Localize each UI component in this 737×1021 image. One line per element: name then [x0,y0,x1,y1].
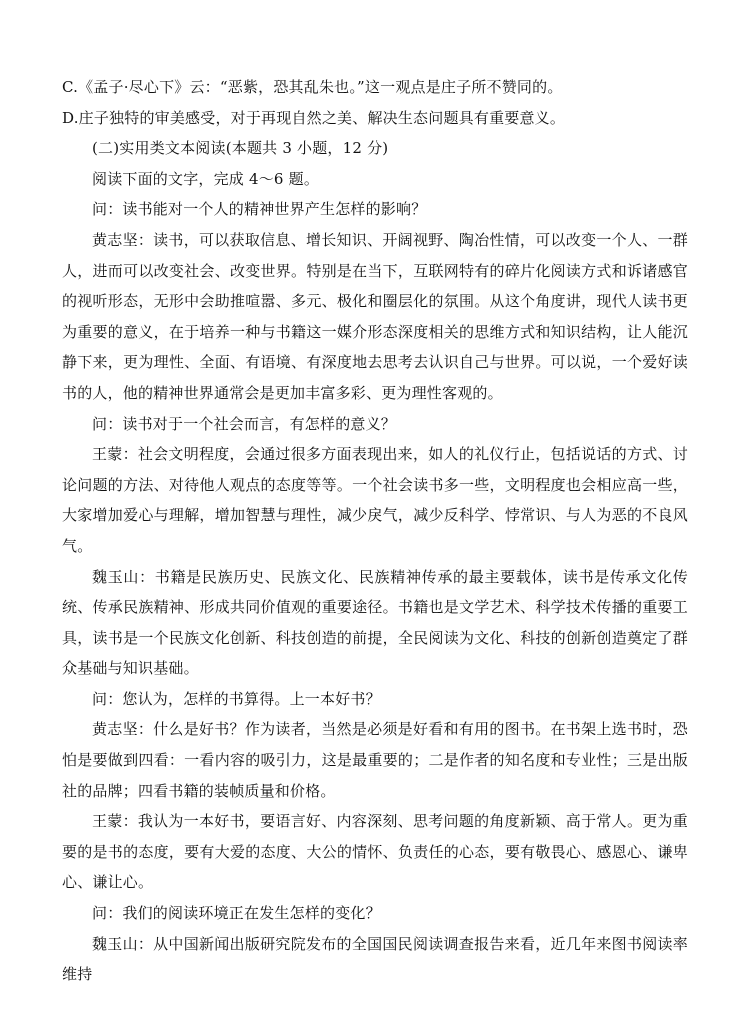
answer-paragraph: 黄志坚：什么是好书？作为读者，当然是必须是好看和有用的图书。在书架上选书时，恐怕是要做到四看：一看内容的吸引力，这是最重要的；二是作者的知名度和专业性；三是出版社的品牌；四看书籍的装帧质量和价格。 [62,720,688,800]
question-paragraph: 问：您认为，怎样的书算得。上一本好书？ [92,689,381,708]
document-body [62,72,688,990]
instruction-paragraph: 阅读下面的文字，完成 4～6 题。 [92,169,320,188]
question-paragraph: 问：读书对于一个社会而言，有怎样的意义？ [92,414,397,433]
answer-paragraph: 魏玉山：从中国新闻出版研究院发布的全国国民阅读调查报告来看，近几年来图书阅读率维持 [62,934,688,984]
answer-paragraph: 王蒙：社会文明程度，会通过很多方面表现出来，如人的礼仪行止，包括说话的方式、讨论问题的方法、对待他人观点的态度等等。一个社会读书多一些，文明程度也会相应高一些，大家增加爱心与理解，增加智慧与理性，减少戾气，减少反科学、悖常识、与人为恶的不良风气。 [62,445,688,555]
question-paragraph: 问：我们的阅读环境正在发生怎样的变化？ [92,904,381,923]
answer-paragraph: 黄志坚：读书，可以获取信息、增长知识、开阔视野、陶冶性情，可以改变一个人、一群人，进而可以改变社会、改变世界。特别是在当下，互联网特有的碎片化阅读方式和诉诸感官的视听形态，无形中会助推喧嚣、多元、极化和圈层化的氛围。从这个角度讲，现代人读书更为重要的意义，在于培养一种与书籍这一媒介形态深度相关的思维方式和知识结构，让人能沉静下来，更为理性、全面、有语境、有深度地去思考去认识自己与世界。可以说，一个爱好读书的人，他的精神世界通常会是更加丰富多彩、更为理性客观的。 [62,230,688,402]
answer-paragraph: 魏玉山：书籍是民族历史、民族文化、民族精神传承的最主要载体，读书是传承文化传统、传承民族精神、形成共同价值观的重要途径。书籍也是文学艺术、科学技术传播的重要工具，读书是一个民族文化创新、科技创造的前提，全民阅读为文化、科技的创新创造奠定了群众基础与知识基础。 [62,567,688,678]
question-paragraph: 问：读书能对一个人的精神世界产生怎样的影响？ [92,200,427,219]
answer-paragraph: 王蒙：我认为一本好书，要语言好、内容深刻、思考问题的角度新颖、高于常人。更为重要的是书的态度，要有大爱的态度、大公的情怀、负责任的心态，要有敬畏心、感恩心、谦卑心、谦让心。 [62,812,688,892]
section-heading: (二)实用类文本阅读(本题共 3 小题，12 分) [92,139,389,158]
option-c-paragraph: C.《孟子·尽心下》云：“恶紫，恐其乱朱也。”这一观点是庄子所不赞同的。 [62,78,563,96]
option-d-paragraph: D.庄子独特的审美感受，对于再现自然之美、解决生态问题具有重要意义。 [62,108,566,127]
